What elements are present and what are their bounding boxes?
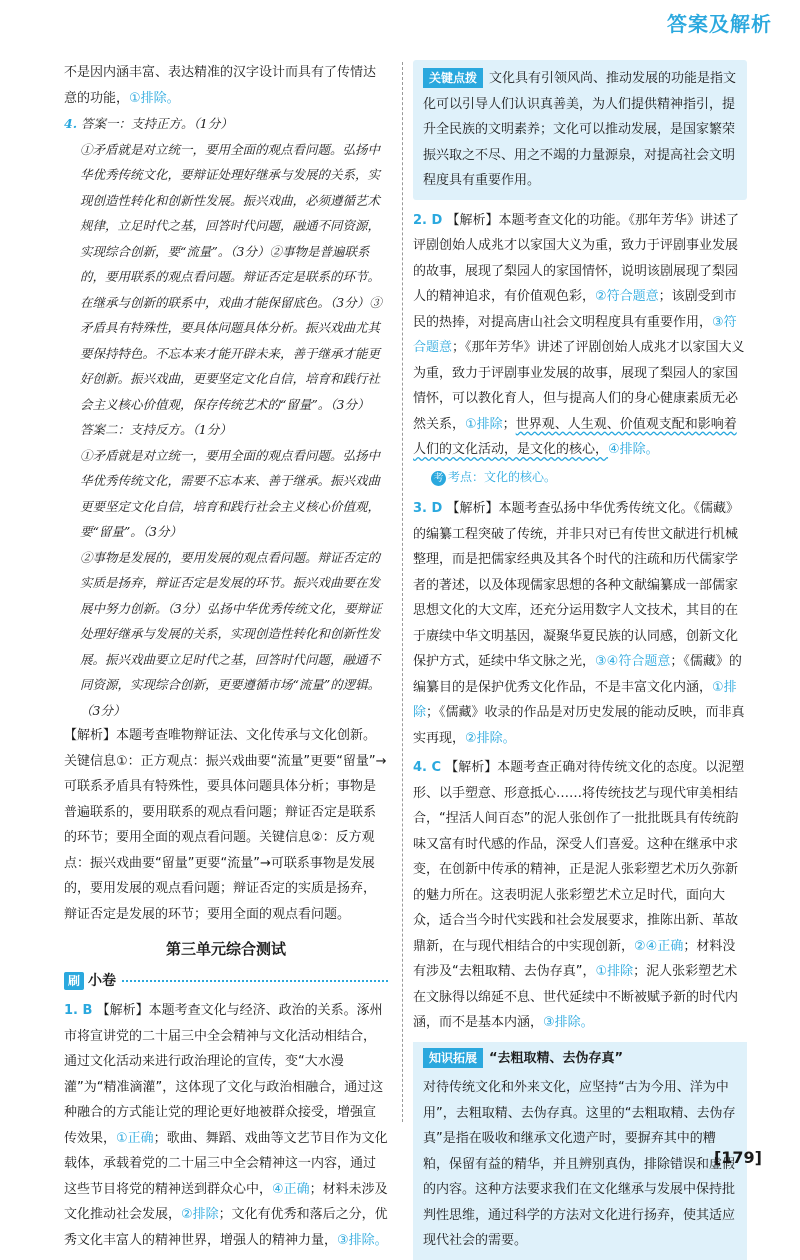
question-number: 1. B bbox=[64, 1003, 93, 1018]
question-number: 4. bbox=[64, 116, 78, 131]
question-4-analysis: 【解析】本题考查唯物辩证法、文化传承与文化创新。关键信息①：正方观点：振兴戏曲要“流量”更要“留量”→可联系矛盾具有特殊性，要具体问题具体分析；事物是普遍联系的，要用联系的观点看问题；辩证否定是联系的环节；要用全面的观点看问题。关键信息②：反方观点：振兴戏曲要“留量”更要“流量”→可联系事物是发展的，要用发展的观点看问题；辩证否定的实质是扬弃，辩证否定是发展的环节；要用全面的观点看问题。 bbox=[64, 728, 387, 922]
option-mark: ②排除。 bbox=[465, 730, 516, 746]
knowledge-extension-box bbox=[413, 1042, 747, 1260]
intro-exclude-mark: ①排除。 bbox=[129, 90, 180, 106]
xiaojuan-label: 小卷 bbox=[88, 972, 117, 989]
knowledge-extension-text: 对待传统文化和外来文化，应坚持“古为今用、洋为中用”，去粗取精、去伪存真。这里的“去粗取精、去伪存真”是指在吸收和继承文化遗产时，要摒弃其中的糟粕，保留有益的精华，并且辨别真伪，排除错误和虚假的内容。这种方法要求我们在文化继承与发展中保持批判性思维，通过科学的方法对文化进行扬弃，使其适应现代社会的需要。 bbox=[423, 1080, 736, 1248]
analysis-text: ；文化有优秀和落后之分，优秀文化丰富人的精神世界，增强人的精神力量， bbox=[64, 1207, 388, 1248]
analysis-text: ；泥人张彩塑艺术在文脉得以绵延不息、世代延续中不断被赋予新的时代内涵，而不是基本内涵， bbox=[413, 964, 739, 1030]
option-mark: ①排除 bbox=[465, 416, 503, 432]
analysis-text: ；材料未涉及文化推动社会发展， bbox=[64, 1181, 388, 1222]
analysis-text: 【解析】本题考查文化与经济、政治的关系。涿州市将宣讲党的二十届三中全会精神与文化活动相结合，通过文化活动来进行政治理论的宣传，变“大水漫灌”为“精准滴灌”，这体现了文化与政治相融合，通过这种融合的方式能让党的理论更好地被群众接受，增强宣传效果， bbox=[64, 1003, 384, 1146]
right-column bbox=[413, 60, 747, 1260]
question-number: 3. D bbox=[413, 501, 443, 516]
question-2 bbox=[413, 208, 747, 491]
option-mark: ②符合题意 bbox=[595, 289, 659, 304]
column-divider bbox=[402, 62, 403, 1122]
analysis-text: ；材料没有涉及“去粗取精、去伪存真”， bbox=[413, 938, 736, 979]
option-mark: ③符合题意 bbox=[413, 314, 737, 355]
option-mark: ③④符合题意 bbox=[595, 654, 671, 669]
analysis-text: ；《那年芳华》讲述了评剧创始人成兆才以家国大义为重，致力于评剧事业发展的故事，展现了梨园人的家国情怀，可以教化育人，但与提高人们的身心健康素质无必然关系， bbox=[413, 340, 745, 432]
dotted-divider bbox=[122, 980, 388, 982]
analysis-text: 【解析】本题考查弘扬中华优秀传统文化。《儒藏》的编纂工程突破了传统，并非只对已有传世文献进行机械整理，而是把儒家经典及其各个时代的注疏和历代儒家学者的著述，以及体现儒家思想的各种文献编纂成一部儒家思想文化的大文库，还充分运用数字人文技术，其目的在于赓续中华文明基因，凝聚华夏民族的认同感，创新文化保护方式，延续中华文脉之光， bbox=[413, 501, 739, 669]
answer2-body-1: ①矛盾就是对立统一，要用全面的观点看问题。弘扬中华优秀传统文化，需要不忘本来、善于继承。振兴戏曲更要坚定文化自信，培育和践行社会主义核心价值观，要“留量”。（3分） bbox=[80, 447, 381, 539]
answer2-heading: 答案二：支持反方。（1分） bbox=[80, 422, 232, 437]
question-number: 2. D bbox=[413, 212, 443, 228]
analysis-text: ；歌曲、舞蹈、戏曲等文艺节目作为文化载体，承载着党的二十届三中全会精神这一内容，通过这些节目将党的精神送到群众心中， bbox=[64, 1130, 388, 1197]
analysis-text: 【解析】本题考查正确对待传统文化的态度。以泥塑形、以手塑意、形意抵心……将传统技艺与现代审美相结合，“捏活人间百态”的泥人张创作了一批批既具有传统韵味又富有时代感的作品，深受人们喜爱。这种在继承中求变，在创新中传承的精神，正是泥人张彩塑艺术历久弥新的魅力所在。这表明泥人张彩塑艺术立足时代，面向大众，适合当今时代实践和社会发展要求，推陈出新、革故鼎新，在与现代相结合的中实现创新， bbox=[413, 760, 745, 954]
option-mark: ①排除 bbox=[595, 964, 634, 979]
answer1-heading: 答案一：支持正方。（1分） bbox=[81, 116, 233, 131]
option-mark: ④排除。 bbox=[608, 442, 659, 457]
exam-point-icon: 考 bbox=[431, 471, 446, 486]
answer1-body: ①矛盾就是对立统一，要用全面的观点看问题。弘扬中华优秀传统文化，要辩证处理好继承与发展的关系，实现创造性转化和创新性发展。振兴戏曲，必须遵循艺术规律，立足时代之基，回答时代问题，融通不同资源，实现综合创新，要“流量”。（3分）②事物是普遍联系的，要用联系的观点看问题。辩证否定是联系的环节。在继承与创新的联系中，戏曲才能保留底色。（3分）③矛盾具有特殊性，要具体问题具体分析。振兴戏曲尤其要保持特色。不忘本来才能开辟未来，善于继承才能更好创新。振兴戏曲，更要坚定文化自信，培育和践行社会主义核心价值观，保存传统艺术的“留量”。（3分） bbox=[80, 141, 382, 412]
analysis-text: ； bbox=[502, 416, 516, 432]
option-mark: ④正确 bbox=[272, 1181, 310, 1197]
exam-point-text: 考点：文化的核心。 bbox=[448, 469, 557, 484]
page-header-title: 答案及解析 bbox=[667, 12, 772, 36]
exam-point-note bbox=[413, 465, 747, 491]
option-mark: ③排除。 bbox=[337, 1232, 388, 1248]
knowledge-extension-tag: 知识拓展 bbox=[423, 1048, 483, 1068]
analysis-text: ；该剧受到市民的热捧，对提高唐山社会文明程度具有重要作用， bbox=[413, 289, 737, 330]
option-mark: ①排除 bbox=[413, 679, 737, 720]
left-column bbox=[64, 60, 388, 1257]
intro-line2: 功能， bbox=[90, 90, 130, 106]
question-4-left bbox=[64, 111, 388, 927]
wavy-underlined-text: 世界观、人生观、价值观支配和影响着人们的文化活动，是文化的核心， bbox=[413, 416, 737, 457]
analysis-text: 【解析】本题考查文化的功能。《那年芳华》讲述了评剧创始人成兆才以家国大义为重，致力于评剧事业发展的故事，展现了梨园人的家国情怀，说明该剧展现了梨园人的精神追求，有价值观色彩， bbox=[413, 212, 739, 304]
option-mark: ②排除 bbox=[181, 1207, 219, 1222]
question-number: 4. C bbox=[413, 760, 442, 775]
analysis-text: ；《儒藏》收录的作品是对历史发展的能动反映，而非真实再现， bbox=[413, 705, 745, 746]
question-4-right bbox=[413, 755, 747, 1036]
section-title: 第三单元综合测试 bbox=[165, 940, 286, 958]
intro-line1: 不是因内涵丰富、表达精准的汉字设计而具有了传情达意的 bbox=[64, 65, 377, 106]
key-point-box bbox=[413, 60, 747, 200]
analysis-text: ；《儒藏》的编纂目的是保护优秀文化作品，不是丰富文化内涵， bbox=[413, 654, 742, 695]
xiaojuan-header bbox=[64, 969, 388, 995]
answer2-body-2: ②事物是发展的，要用发展的观点看问题。辩证否定的实质是扬弃，辩证否定是发展的环节。振兴戏曲要在发展中努力创新。（3分）弘扬中华优秀传统文化，要辩证处理好继承与发展的关系，实现创造性转化和创新性发展。振兴戏曲要立足时代之基，回答时代问题，融通不同资源，实现综合创新，更要遵循市场“流量”的逻辑。（3分） bbox=[80, 549, 382, 718]
xiaojuan-badge: 刷 bbox=[64, 972, 84, 990]
question-3 bbox=[413, 496, 747, 751]
key-point-tag: 关键点拨 bbox=[423, 68, 483, 88]
option-mark: ②④正确 bbox=[634, 938, 684, 954]
key-point-text: 文化具有引领风尚、推动发展的功能是指文化可以引导人们认识真善美，为人们提供精神指引，提升全民族的文明素养；文化可以推动发展，是国家繁荣振兴取之不尽、用之不竭的力量源泉，对提高社会文明程度具有重要作用。 bbox=[423, 71, 737, 188]
knowledge-extension-title: “去粗取精、去伪存真” bbox=[489, 1050, 624, 1066]
option-mark: ①正确 bbox=[116, 1130, 154, 1146]
page-number: [179] bbox=[713, 1148, 762, 1167]
question-1 bbox=[64, 998, 388, 1253]
option-mark: ③排除。 bbox=[543, 1015, 594, 1030]
intro-text bbox=[64, 60, 388, 111]
